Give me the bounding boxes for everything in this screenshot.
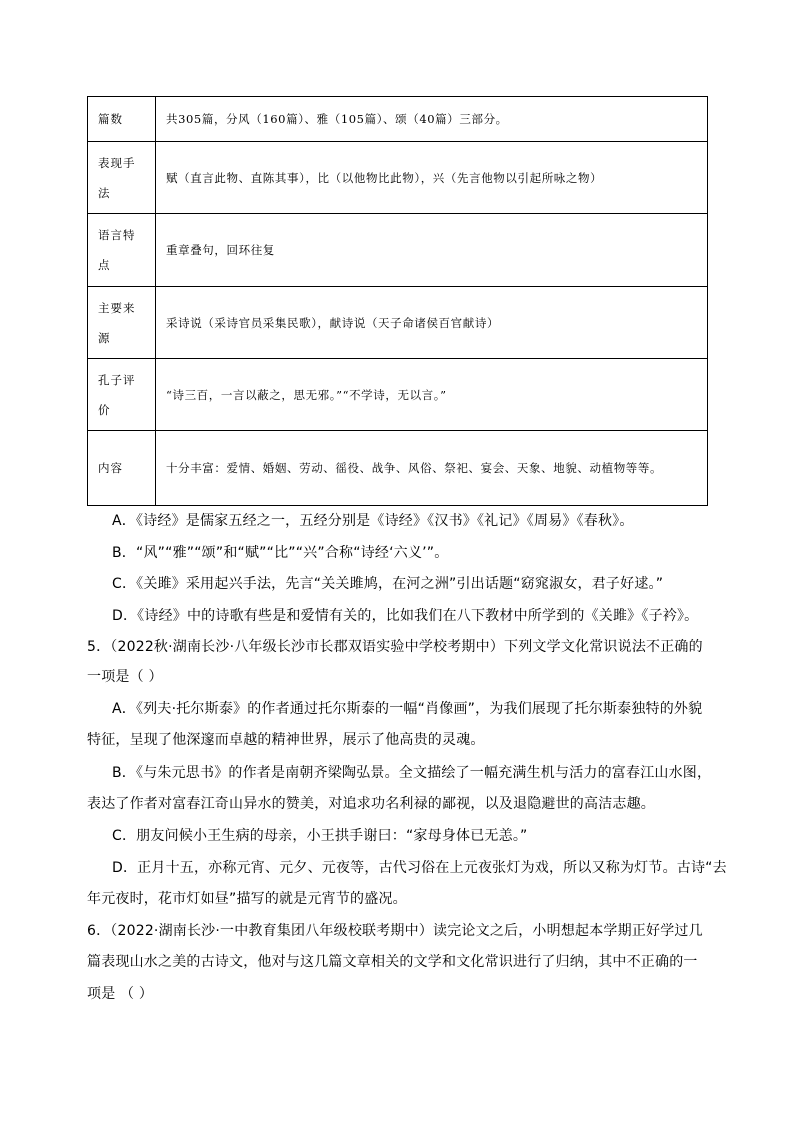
table-row: [88, 97, 708, 142]
q4-option-b: B．“风”“雅”“颂”和“赋”“比”“兴”合称“诗经‘六义’”。: [112, 545, 449, 561]
q4-option-d: D．《诗经》中的诗歌有些是和爱情有关的，比如我们在八下教材中所学到的《关雎》《子衿》。: [112, 608, 699, 624]
row-label: 篇数: [88, 97, 156, 142]
q5-option-b-cont: 表达了作者对富春江奇山异水的赞美，对追求功名利禄的鄙视，以及退隐避世的高洁志趣。: [87, 796, 655, 812]
table-row: [88, 431, 708, 506]
q6-stem-line: 项是 （ ）: [87, 986, 154, 1002]
row-label: 主要来源: [88, 287, 156, 359]
q4-option-a: A．《诗经》是儒家五经之一，五经分别是《诗经》《汉书》《礼记》《周易》《春秋》。: [112, 513, 634, 529]
q5-stem-line: 一项是（ ）: [87, 669, 163, 685]
row-label: 孔子评价: [88, 359, 156, 431]
q4-option-c: C．《关雎》采用起兴手法，先言“关关雎鸠，在河之洲”引出话题“窈窕淑女，君子好逑。”: [112, 576, 664, 592]
shijing-info-table: [87, 96, 708, 506]
q6-stem-line: 篇表现山水之美的古诗文，他对与这几篇文章相关的文学和文化常识进行了归纳，其中不正确的一: [87, 954, 698, 970]
q5-option-a: A．《列夫·托尔斯泰》的作者通过托尔斯泰的一幅“肖像画”，为我们展现了托尔斯泰独特的外貌: [112, 701, 703, 717]
table-row: [88, 287, 708, 359]
row-value: 赋（直言此物、直陈其事），比（以他物比此物），兴（先言他物以引起所咏之物）: [156, 142, 708, 214]
row-value: 采诗说（采诗官员采集民歌），献诗说（天子命诸侯百官献诗）: [156, 287, 708, 359]
table-row: [88, 142, 708, 214]
row-label: 内容: [88, 431, 156, 506]
q5-option-d-cont: 年元夜时，花市灯如昼”描写的就是元宵节的盛况。: [87, 891, 407, 907]
q5-option-c: C．朋友问候小王生病的母亲，小王拱手谢曰：“家母身体已无恙。”: [112, 828, 528, 844]
row-label: 表现手法: [88, 142, 156, 214]
row-value: 重章叠句，回环往复: [156, 214, 708, 287]
row-value: “诗三百，一言以蔽之，思无邪。”“不学诗，无以言。”: [156, 359, 708, 431]
q5-option-b: B．《与朱元思书》的作者是南朝齐梁陶弘景。全文描绘了一幅充满生机与活力的富春江山水图，: [112, 765, 712, 781]
q5-stem-line: 5．（2022秋·湖南长沙·八年级长沙市长郡双语实验中学校考期中）下列文学文化常识说法不正确的: [87, 639, 703, 655]
row-label: 语言特点: [88, 214, 156, 287]
q5-option-a-cont: 特征，呈现了他深邃而卓越的精神世界，展示了他高贵的灵魂。: [87, 732, 485, 748]
q6-stem-line: 6．（2022·湖南长沙·一中教育集团八年级校联考期中）读完论文之后，小明想起本学期正好学过几: [87, 923, 703, 939]
table-row: [88, 214, 708, 287]
row-value: 十分丰富：爱情、婚姻、劳动、徭役、战争、风俗、祭祀、宴会、天象、地貌、动植物等等。: [156, 431, 708, 506]
row-value: 共305篇，分风（160篇）、雅（105篇）、颂（40篇）三部分。: [156, 97, 708, 142]
q5-option-d: D．正月十五，亦称元宵、元夕、元夜等，古代习俗在上元夜张灯为戏，所以又称为灯节。古诗“去: [112, 860, 727, 876]
table-row: [88, 359, 708, 431]
